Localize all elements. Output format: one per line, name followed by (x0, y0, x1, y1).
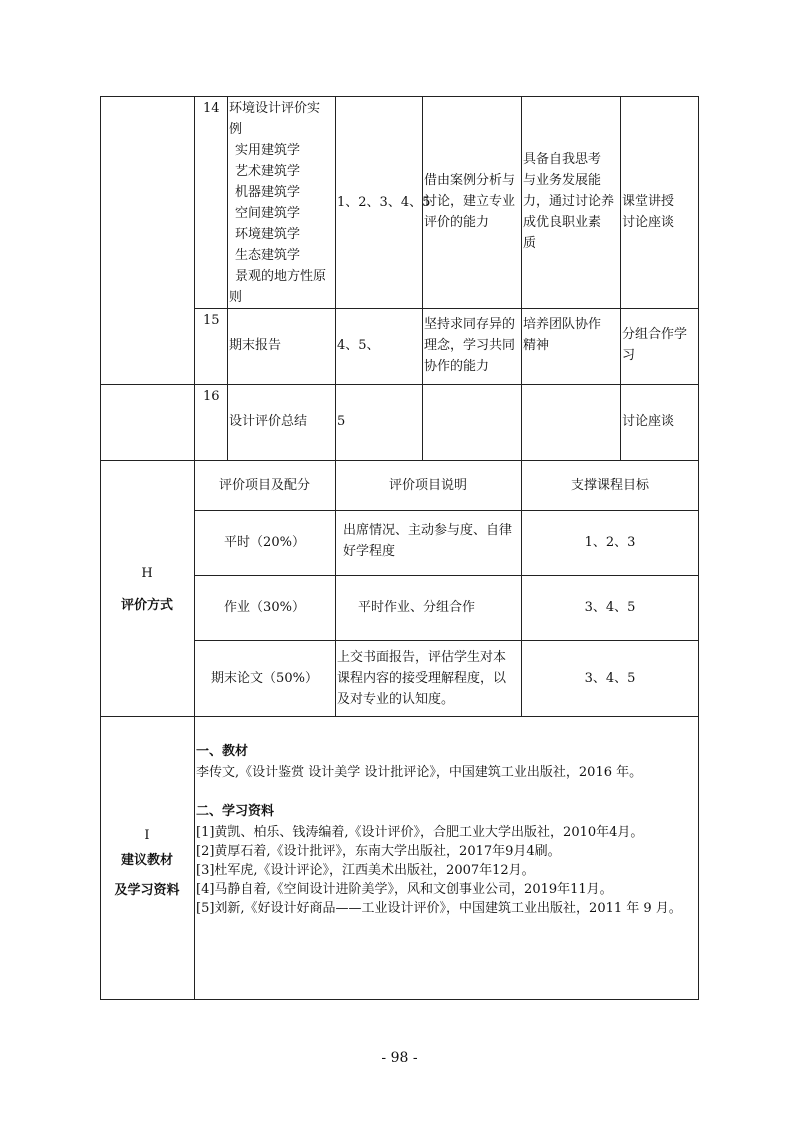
row-14-subitem: 艺术建筑学 (235, 164, 301, 179)
col-divider-topic (335, 96, 336, 716)
row-divider-14 (194, 308, 699, 309)
col-divider-goals (422, 96, 423, 460)
row-14-quality-line: 质 (523, 236, 537, 251)
materials-section-title: 建议教材 (120, 853, 173, 868)
assessment-header-desc: 评价项目说明 (388, 478, 467, 493)
row-14-subitem: 则 (229, 290, 243, 305)
row-15-goals: 4、5、 (337, 338, 380, 353)
reference-item: [1]黄凯、柏乐、钱涛编着,《设计评价》，合肥工业大学出版社，2010年4月。 (196, 825, 644, 840)
row-14-method-line: 课堂讲授 (622, 194, 675, 209)
row-14-subitem: 空间建筑学 (235, 206, 301, 221)
reference-item: [5]刘新,《好设计好商品——工业设计评价》，中国建筑工业出版社，2011 年 9 月。 (196, 901, 682, 916)
row-14-subitem: 环境建筑学 (235, 227, 301, 242)
assessment-header-goals: 支撑课程目标 (570, 478, 649, 493)
page-number: - 98 - (381, 1050, 418, 1066)
row-14-method-line: 讨论座谈 (622, 215, 675, 230)
row-14-topic-line: 例 (229, 122, 243, 137)
row-15-no: 15 (203, 313, 220, 328)
assessment-desc-line: 及对专业的认知度。 (337, 692, 455, 707)
row-15-method-line: 习 (622, 348, 636, 363)
row-15-quality-line: 培养团队协作 (523, 317, 602, 332)
row-divider-16 (100, 460, 699, 461)
assessment-section-letter: H (141, 566, 153, 581)
textbook-heading: 一、教材 (196, 744, 249, 759)
row-15-topic: 期末报告 (229, 338, 282, 353)
row-14-subitem: 机器建筑学 (235, 185, 301, 200)
assessment-goals: 3、4、5 (584, 600, 636, 615)
row-16-method-line: 讨论座谈 (622, 414, 675, 429)
refs-heading: 二、学习资料 (196, 804, 275, 819)
assessment-desc-line: 课程内容的接受理解程度，以 (337, 671, 507, 686)
row-16-topic: 设计评价总结 (229, 414, 308, 429)
row-14-goals: 1、2、3、4、5 (337, 195, 431, 210)
row-14-subitem: 实用建筑学 (235, 143, 301, 158)
assessment-desc-line: 上交书面报告，评估学生对本 (337, 650, 507, 665)
row-14-quality-line: 力，通过讨论养 (523, 194, 615, 209)
row-14-subitem: 生态建筑学 (235, 248, 301, 263)
assessment-item: 作业（30%） (224, 600, 305, 615)
row-divider-assess-1 (194, 575, 699, 576)
assessment-goals: 3、4、5 (584, 671, 636, 686)
assessment-header-item: 评价项目及配分 (218, 478, 310, 493)
assessment-desc-line: 出席情况、主动参与度、自律 (343, 523, 513, 538)
row-divider-assess-2 (194, 640, 699, 641)
row-14-ability-line: 讨论，建立专业 (424, 194, 516, 209)
assessment-item: 期末论文（50%） (211, 671, 318, 686)
textbook-entry: 李传文,《设计鉴赏 设计美学 设计批评论》，中国建筑工业出版社，2016 年。 (196, 765, 643, 780)
materials-section-letter: I (144, 828, 150, 843)
row-14-ability-line: 借由案例分析与 (424, 173, 516, 188)
col-divider-quality (620, 96, 621, 460)
reference-item: [3]杜军虎,《设计评论》，江西美术出版社，2007年12月。 (196, 863, 535, 878)
reference-item: [4]马静自着,《空间设计进阶美学》，风和文创事业公司，2019年11月。 (196, 882, 613, 897)
row-15-ability-line: 坚持求同存异的 (424, 317, 516, 332)
row-14-quality-line: 具备自我思考 (523, 152, 602, 167)
row-16-no: 16 (203, 389, 220, 404)
row-16-goals: 5 (337, 414, 346, 429)
row-divider-15 (100, 384, 699, 385)
row-14-no: 14 (203, 101, 220, 116)
row-15-quality-line: 精神 (523, 338, 550, 353)
col-divider-no (227, 96, 228, 460)
materials-section-title: 及学习资料 (114, 883, 180, 898)
row-14-subitem: 景观的地方性原 (235, 269, 327, 284)
assessment-desc-line: 好学程度 (343, 544, 396, 559)
row-15-ability-line: 理念，学习共同 (424, 338, 516, 353)
assessment-desc-line: 平时作业、分组合作 (358, 600, 476, 615)
row-15-method-line: 分组合作学 (622, 327, 688, 342)
row-15-ability-line: 协作的能力 (424, 359, 490, 374)
assessment-goals: 1、2、3 (584, 535, 636, 550)
row-14-quality-line: 与业务发展能 (523, 173, 602, 188)
row-14-quality-line: 成优良职业素 (523, 215, 602, 230)
reference-item: [2]黄厚石着,《设计批评》，东南大学出版社，2017年9月4刷。 (196, 844, 561, 859)
row-divider-assess-3 (100, 716, 699, 717)
assessment-item: 平时（20%） (224, 535, 305, 550)
assessment-section-title: 评价方式 (120, 598, 173, 613)
row-14-topic-line: 环境设计评价实 (229, 101, 321, 116)
row-14-ability-line: 评价的能力 (424, 215, 490, 230)
row-divider-assess-header (194, 510, 699, 511)
col-divider-ability (521, 96, 522, 716)
